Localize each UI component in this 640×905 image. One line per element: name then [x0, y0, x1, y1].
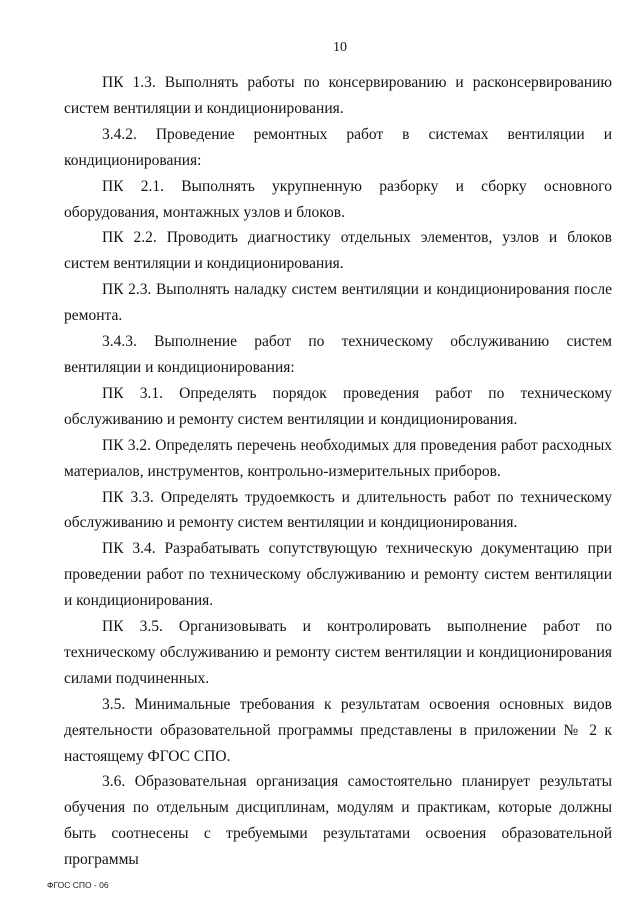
paragraph-pk-2-3: ПК 2.3. Выполнять наладку систем вентиляции и кондиционирования после ремонта. — [64, 281, 612, 325]
paragraph-3-5: 3.5. Минимальные требования к результатам освоения основных видов деятельности образовательной программы представлены в приложении № 2 к настоящему ФГОС СПО. — [64, 695, 612, 765]
paragraph-3-4-3: 3.4.3. Выполнение работ по техническому обслуживанию систем вентиляции и кондиционирования: — [64, 333, 612, 376]
paragraph-pk-2-1: ПК 2.1. Выполнять укрупненную разборку и сборку основного оборудования, монтажных узлов и блоков. — [64, 177, 612, 221]
paragraph-pk-2-2: ПК 2.2. Проводить диагностику отдельных элементов, узлов и блоков систем вентиляции и кондиционирования. — [64, 229, 612, 273]
paragraph-pk-3-2: ПК 3.2. Определять перечень необходимых для проведения работ расходных материалов, инструментов, контрольно-измерительных приборов. — [64, 436, 612, 480]
paragraph-3-6: 3.6. Образовательная организация самостоятельно планирует результаты обучения по отдельным дисциплинам, модулям и практикам, которые должны быть соотнесены с требуемыми результатами освоения образовательной программы — [64, 773, 612, 869]
footer-label: ФГОС СПО - 06 — [47, 880, 109, 890]
page-number: 10 — [333, 40, 347, 55]
paragraph-pk-1-3: ПК 1.3. Выполнять работы по консервированию и расконсервированию систем вентиляции и кондиционирования. — [64, 74, 612, 117]
paragraph-pk-3-4: ПК 3.4. Разрабатывать сопутствующую техническую документацию при проведении работ по техническому обслуживанию и ремонту систем вентиляции и кондиционирования. — [64, 540, 612, 610]
document-body — [64, 70, 612, 873]
paragraph-pk-3-5: ПК 3.5. Организовывать и контролировать выполнение работ по техническому обслуживанию и ремонту систем вентиляции и кондиционирования силами подчиненных. — [64, 618, 612, 687]
paragraph-pk-3-3: ПК 3.3. Определять трудоемкость и длительность работ по техническому обслуживанию и ремонту систем вентиляции и кондиционирования. — [64, 488, 612, 532]
paragraph-3-4-2: 3.4.2. Проведение ремонтных работ в системах вентиляции и кондиционирования: — [64, 125, 612, 169]
paragraph-pk-3-1: ПК 3.1. Определять порядок проведения работ по техническому обслуживанию и ремонту систем вентиляции и кондиционирования. — [64, 384, 612, 428]
